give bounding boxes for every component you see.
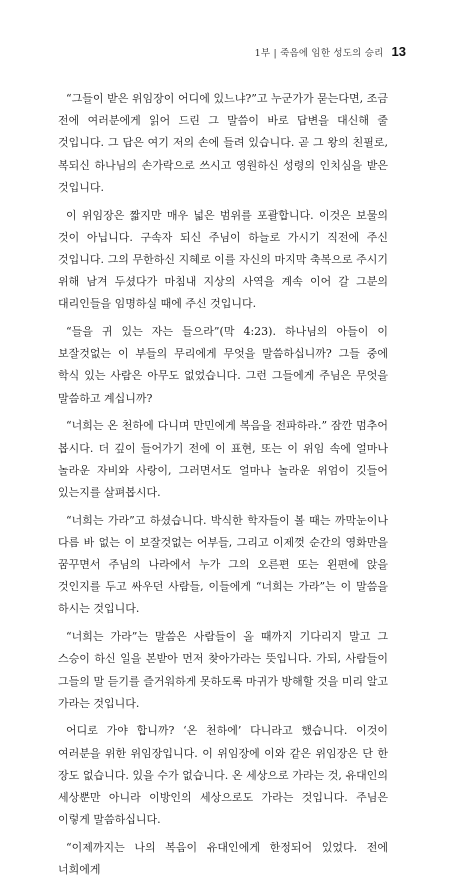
paragraph: “너희는 온 천하에 다니며 만민에게 복음을 전파하라.” 잠깐 멈추어 봅시다. 더 깊이 들어가기 전에 이 표현, 또는 이 위임 속에 얼마나 놀라운 자비와 사랑이, 그러면서도 얼마나 놀라운 위엄이 깃들어 있는지를 살펴봅시다. [58, 419, 388, 499]
paragraph: 어디로 가야 합니까? ‘온 천하에’ 다니라고 했습니다. 이것이 여러분을 위한 위임장입니다. 이 위임장에 이와 같은 위임장은 단 한 장도 없습니다. 있을 수가 없습니다. 온 세상으로 가라는 것, 유대인의 세상뿐만 아니라 이방인의 세상으로도 가라는 것입니다. 주님은 이렇게 말씀하십니다. [58, 724, 388, 827]
paragraph: “너희는 가라”고 하셨습니다. 박식한 학자들이 볼 때는 까막눈이나 다름 바 없는 이 보잘것없는 어부들, 그리고 이제껏 순간의 영화만을 꿈꾸면서 주님의 나라에서 누가 그의 오른편 또는 왼편에 앉을 것인지를 두고 싸우던 사람들, 이들에게 “너희는 가라”는 이 말씀을 하시는 것입니다. [58, 513, 388, 616]
paragraph: “이제까지는 나의 복음이 유대인에게 한정되어 있었다. 전에 너희에게 [58, 841, 388, 877]
paragraph: “들을 귀 있는 자는 들으라”(막 4:23). 하나님의 아들이 이 보잘것없는 이 부들의 무리에게 무엇을 말씀하십니까? 그들 중에 학식 있는 사람은 아무도 없었습니다. 그런 그들에게 주님은 무엇을 말씀하고 계십니까? [58, 325, 388, 405]
paragraph: “너희는 가라”는 말씀은 사람들이 올 때까지 기다리지 말고 그 스승이 하신 일을 본받아 먼저 찾아가라는 뜻입니다. 가되, 사람들이 그들의 말 듣기를 즐거워하게 못하도록 마귀가 방해할 것을 미리 알고 가라는 것입니다. [58, 630, 388, 710]
running-head [255, 44, 406, 59]
paragraph: “그들이 받은 위임장이 어디에 있느냐?”고 누군가가 묻는다면, 조금 전에 여러분에게 읽어 드린 그 말씀이 바로 답변을 대신해 줄 것입니다. 그 답은 여기 저의 손에 들려 있습니다. 곧 그 왕의 친필로, 복되신 하나님의 손가락으로 쓰시고 영원하신 성령의 인치심을 받은 것입니다. [58, 92, 388, 194]
body-text [58, 88, 388, 887]
paragraph: 이 위임장은 짧지만 매우 넓은 범위를 포괄합니다. 이것은 보물의 것이 아닙니다. 구속자 되신 주님이 하늘로 가시기 직전에 주신 것입니다. 그의 무한하신 지혜로 이를 자신의 마지막 축복으로 주시기 위해 남겨 두셨다가 마침내 지상의 사역을 계속 이어 갈 그분의 대리인들을 임명하실 때에 주신 것입니다. [58, 208, 388, 311]
running-title: 1부 | 죽음에 임한 성도의 승리 [254, 48, 384, 59]
page-number: 13 [391, 44, 406, 59]
